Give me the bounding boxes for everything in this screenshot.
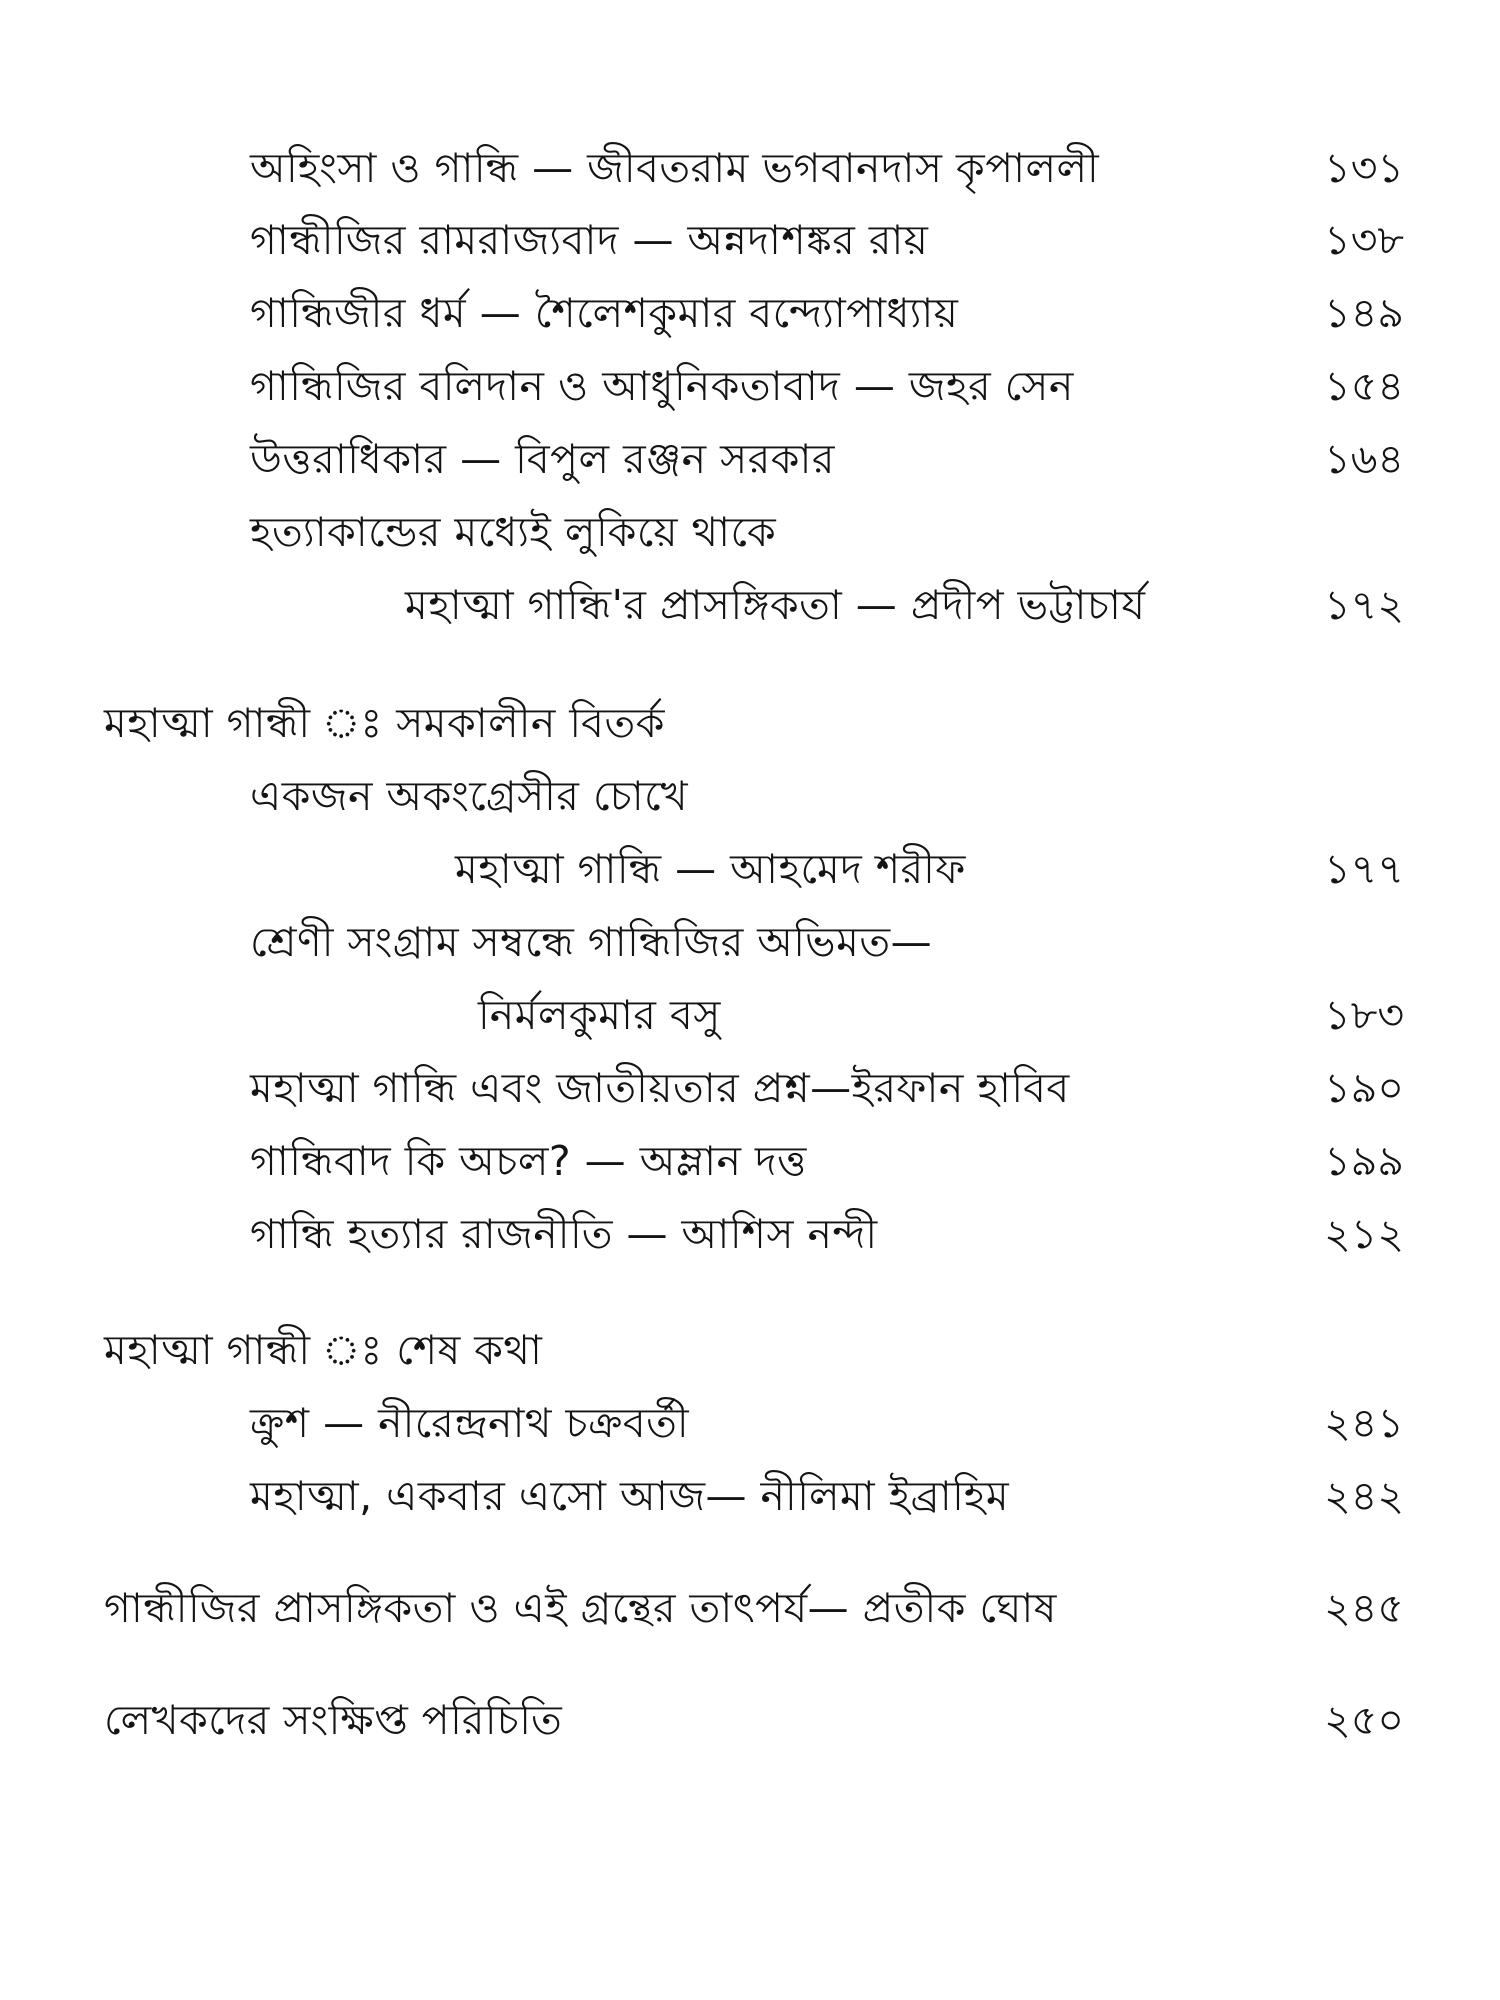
section-heading: মহাত্মা গান্ধী ঃ সমকালীন বিতর্ক bbox=[104, 699, 665, 747]
toc-entry-title: উত্তরাধিকার — বিপুল রঞ্জন সরকার bbox=[250, 435, 835, 483]
toc-entry-title: হত্যাকান্ডের মধ্যেই লুকিয়ে থাকে bbox=[250, 508, 777, 556]
toc-entry-page: ২৪১ bbox=[1324, 1399, 1404, 1447]
toc-entry-title: গান্ধিবাদ কি অচল? — অম্লান দত্ত bbox=[250, 1137, 807, 1185]
toc-entry-title: মহাত্মা গান্ধি'র প্রাসঙ্গিকতা — প্রদীপ ভট্টাচার্য bbox=[405, 581, 1146, 629]
toc-entry-page: ২১২ bbox=[1324, 1210, 1404, 1258]
toc-entry-title: অহিংসা ও গান্ধি — জীবতরাম ভগবানদাস কৃপাললী bbox=[250, 144, 1100, 192]
section-heading: মহাত্মা গান্ধী ঃ শেষ কথা bbox=[104, 1326, 543, 1374]
toc-entry-page: ২৪৫ bbox=[1324, 1584, 1404, 1632]
toc-entry-title: মহাত্মা গান্ধি এবং জাতীয়তার প্রশ্ন—ইরফান হাবিব bbox=[250, 1064, 1070, 1112]
toc-entry-page: ১৪৯ bbox=[1324, 289, 1404, 337]
toc-entry-title: গান্ধিজীর ধর্ম — শৈলেশকুমার বন্দ্যোপাধ্যায় bbox=[250, 289, 959, 337]
toc-entry-page: ১৯৯ bbox=[1324, 1137, 1404, 1185]
toc-entry-page: ১৯০ bbox=[1324, 1064, 1404, 1112]
toc-entry-page: ১৬৪ bbox=[1324, 435, 1404, 483]
toc-entry-page: ১৫৪ bbox=[1324, 362, 1404, 410]
toc-entry-page: ১৮৩ bbox=[1324, 991, 1404, 1039]
toc-entry-title: মহাত্মা গান্ধি — আহমেদ শরীফ bbox=[455, 845, 966, 893]
toc-entry-title: গান্ধিজির বলিদান ও আধুনিকতাবাদ — জহর সেন bbox=[250, 362, 1074, 410]
toc-entry-title: মহাত্মা, একবার এসো আজ— নীলিমা ইব্রাহিম bbox=[250, 1472, 1010, 1520]
toc-entry-title: গান্ধি হত্যার রাজনীতি — আশিস নন্দী bbox=[250, 1210, 878, 1258]
toc-entry-page: ১৩১ bbox=[1324, 144, 1404, 192]
toc-entry-title: গান্ধীজির প্রাসঙ্গিকতা ও এই গ্রন্থের তাৎপর্য— প্রতীক ঘোষ bbox=[104, 1584, 1057, 1632]
toc-entry-title: নির্মলকুমার বসু bbox=[478, 991, 721, 1039]
toc-entry-title: ক্রুশ — নীরেন্দ্রনাথ চক্রবর্তী bbox=[250, 1399, 690, 1447]
toc-entry-title: একজন অকংগ্রেসীর চোখে bbox=[250, 772, 689, 820]
toc-entry-page: ১৩৮ bbox=[1324, 216, 1404, 264]
toc-entry-page: ১৭৭ bbox=[1324, 845, 1404, 893]
toc-entry-page: ১৭২ bbox=[1324, 581, 1404, 629]
toc-entry-page: ২৪২ bbox=[1324, 1472, 1404, 1520]
toc-entry-title: লেখকদের সংক্ষিপ্ত পরিচিতি bbox=[104, 1696, 563, 1744]
toc-entry-title: গান্ধীজির রামরাজ্যবাদ — অন্নদাশঙ্কর রায় bbox=[250, 216, 929, 264]
toc-entry-title: শ্রেণী সংগ্রাম সম্বন্ধে গান্ধিজির অভিমত— bbox=[250, 918, 933, 966]
toc-entry-page: ২৫০ bbox=[1324, 1696, 1404, 1744]
